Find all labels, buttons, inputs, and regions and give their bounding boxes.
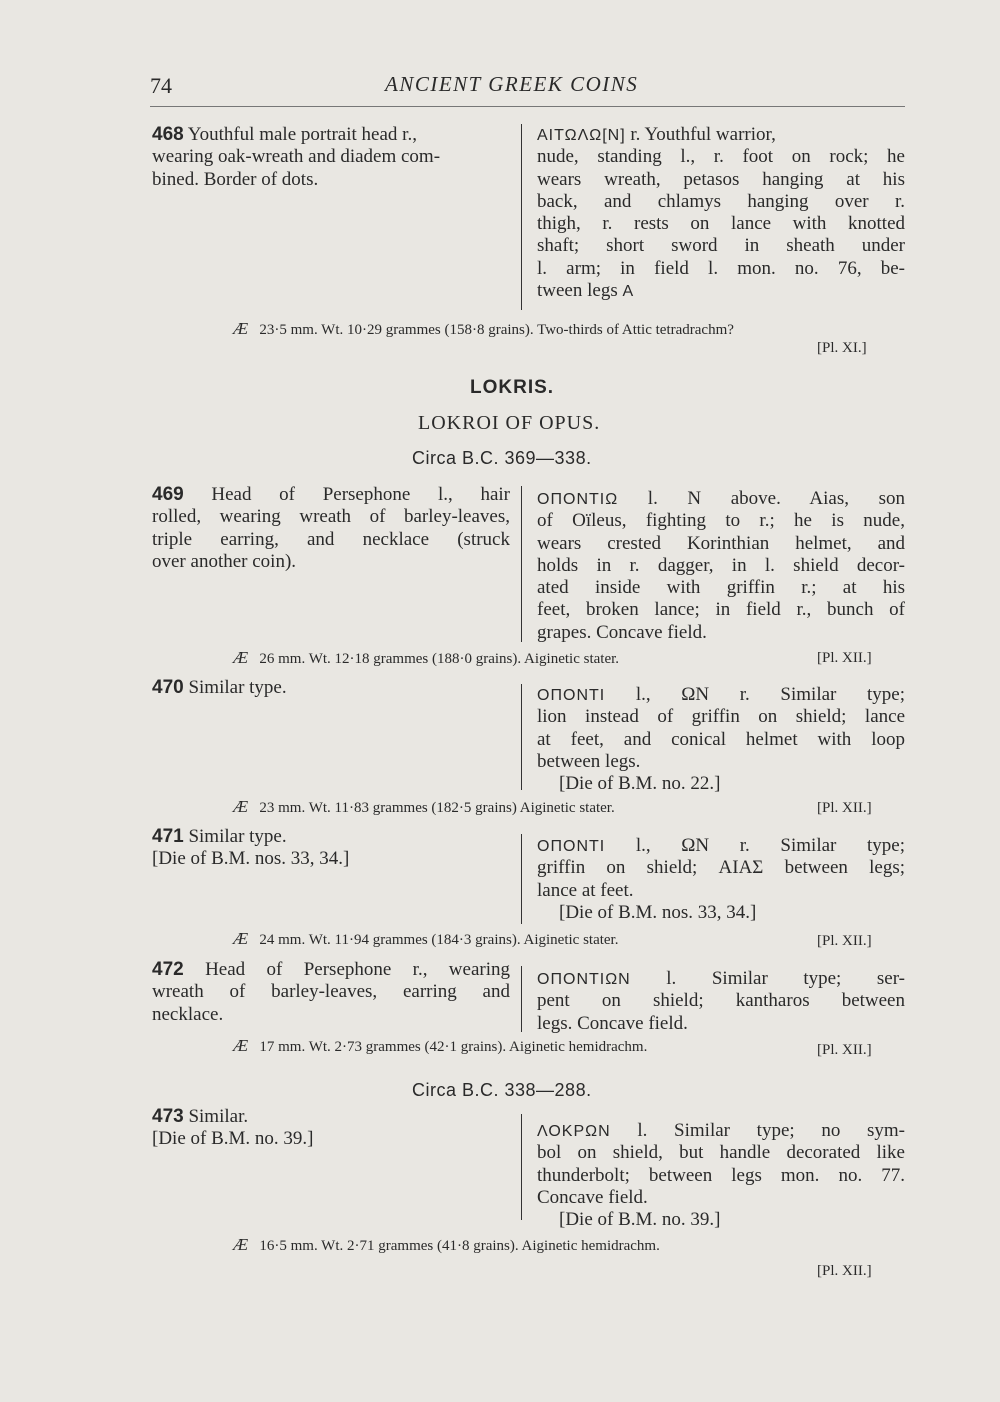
entry-number: 470 — [152, 677, 184, 698]
entry-473-reverse — [537, 1120, 905, 1231]
die-reference: [Die of B.M. no. 39.] — [559, 1209, 721, 1231]
reverse-line: tween legs — [537, 280, 618, 302]
reverse-line: of Oïleus, fighting to r.; he is nude, — [537, 510, 905, 532]
coin-details: 16·5 mm. Wt. 2·71 grammes (41·8 grains). Aiginetic hemidrachm. — [259, 1238, 660, 1254]
reverse-line: Concave field. — [537, 1186, 648, 1208]
obverse-line: Youthful male portrait head r., — [187, 124, 417, 145]
die-reference: [Die of B.M. nos. 33, 34.] — [152, 848, 350, 870]
obverse-line: rolled, wearing wreath of barley-leaves, — [152, 506, 510, 528]
entry-471-obverse — [152, 826, 510, 871]
reverse-line: l., ΩΝ r. Similar type; — [635, 684, 905, 705]
obverse-line: Similar type. — [188, 677, 287, 698]
entry-number: 472 — [152, 959, 184, 980]
coin-details: 23 mm. Wt. 11·83 grammes (182·5 grains) Aiginetic stater. — [259, 800, 615, 816]
entry-number: 473 — [152, 1106, 184, 1127]
entry-number: 471 — [152, 826, 184, 847]
reverse-line: wears wreath, petasos hanging at his — [537, 168, 905, 190]
entry-473-obverse — [152, 1106, 510, 1151]
reverse-line: lion instead of griffin on shield; lance — [537, 706, 905, 728]
die-reference: [Die of B.M. nos. 33, 34.] — [559, 901, 757, 923]
obverse-line: Head of Persephone r., wearing — [205, 959, 510, 980]
die-reference: [Die of B.M. no. 39.] — [152, 1128, 314, 1150]
reverse-legend: ΑΙΤΩΛΩ[Ν] — [537, 127, 626, 144]
obverse-line: wearing oak-wreath and diadem com- — [152, 146, 441, 168]
reverse-line: shaft; short sword in sheath under — [537, 235, 905, 257]
metal-symbol: Æ — [233, 797, 249, 816]
obverse-line: necklace. — [152, 1003, 224, 1025]
reverse-line: back, and chlamys hanging over r. — [537, 190, 905, 212]
reverse-line: at feet, and conical helmet with loop — [537, 728, 905, 750]
header-rule — [150, 106, 905, 107]
plate-reference: [Pl. XII.] — [817, 800, 872, 816]
obverse-line: Similar. — [188, 1106, 249, 1127]
obverse-line: Similar type. — [188, 826, 287, 847]
reverse-line: lance at feet. — [537, 879, 634, 901]
coin-details: 17 mm. Wt. 2·73 grammes (42·1 grains). Aiginetic hemidrachm. — [259, 1039, 648, 1055]
reverse-line: l. Ν above. Aias, son — [647, 488, 905, 509]
reverse-line: l. Similar type; no sym- — [637, 1120, 905, 1141]
column-divider — [521, 1114, 522, 1220]
plate-reference: [Pl. XII.] — [817, 1263, 872, 1279]
entry-469-details — [233, 648, 619, 668]
entry-472-details — [233, 1036, 647, 1056]
plate-reference: [Pl. XI.] — [817, 340, 867, 356]
reverse-line: wears crested Korinthian helmet, and — [537, 532, 905, 554]
reverse-legend: ΟΠΟΝΤΙΩΝ — [537, 971, 631, 988]
reverse-line: bol on shield, but handle decorated like — [537, 1142, 905, 1164]
obverse-line: over another coin). — [152, 550, 297, 572]
coin-details: 23·5 mm. Wt. 10·29 grammes (158·8 grains). Two-thirds of Attic tetradrachm? — [259, 322, 734, 338]
reverse-line: legs. Concave field. — [537, 1012, 688, 1034]
metal-symbol: Æ — [233, 929, 249, 948]
reverse-line: l. arm; in field l. mon. no. 76, be- — [537, 257, 905, 279]
entry-469-reverse — [537, 488, 905, 644]
obverse-line: bined. Border of dots. — [152, 168, 319, 190]
reverse-legend: ΟΠΟΝΤΙ — [537, 687, 606, 704]
obverse-line: Head of Persephone l., hair — [211, 484, 510, 505]
reverse-line: thunderbolt; between legs mon. no. 77. — [537, 1164, 905, 1186]
entry-number: 468 — [152, 124, 184, 145]
section-subtitle: LOKROI OF OPUS. — [418, 412, 601, 434]
reverse-line: thigh, r. rests on lance with knotted — [537, 213, 905, 235]
column-divider — [521, 486, 522, 642]
die-reference: [Die of B.M. no. 22.] — [559, 773, 721, 795]
entry-470-obverse — [152, 677, 510, 699]
column-divider — [521, 834, 522, 924]
coin-details: 26 mm. Wt. 12·18 grammes (188·0 grains). Aiginetic stater. — [259, 651, 620, 667]
reverse-line: griffin on shield; ΑΙΑΣ between legs; — [537, 857, 905, 879]
metal-symbol: Æ — [233, 648, 249, 667]
entry-471-reverse — [537, 835, 905, 924]
entry-468-obverse — [152, 124, 510, 191]
metal-symbol: Æ — [233, 1235, 249, 1254]
reverse-legend: ΟΠΟΝΤΙ — [537, 838, 606, 855]
section-title: LOKRIS. — [470, 377, 555, 398]
plate-reference: [Pl. XII.] — [817, 1042, 872, 1058]
entry-468-details — [233, 319, 734, 339]
coin-details: 24 mm. Wt. 11·94 grammes (184·3 grains). Aiginetic stater. — [259, 932, 619, 948]
reverse-line: pent on shield; kantharos between — [537, 990, 905, 1012]
reverse-legend: ΟΠΟΝΤΙΩ — [537, 491, 619, 508]
page-number: 74 — [150, 73, 172, 98]
entry-473-details — [233, 1235, 660, 1255]
reverse-line: holds in r. dagger, in l. shield decor- — [537, 554, 905, 576]
entry-number: 469 — [152, 484, 184, 505]
entry-470-details — [233, 797, 615, 817]
period-heading: Circa B.C. 369—338. — [412, 448, 592, 468]
reverse-line: l., ΩΝ r. Similar type; — [635, 835, 905, 856]
reverse-line: between legs. — [537, 750, 641, 772]
reverse-line: nude, standing l., r. foot on rock; he — [537, 146, 905, 168]
entry-472-reverse — [537, 968, 905, 1035]
reverse-line: l. Similar type; ser- — [666, 968, 905, 989]
reverse-line: ated inside with griffin r.; at his — [537, 577, 905, 599]
period-heading: Circa B.C. 338—288. — [412, 1080, 592, 1100]
column-divider — [521, 966, 522, 1032]
running-title: ANCIENT GREEK COINS — [385, 72, 639, 96]
reverse-legend: ΛΟΚΡΩΝ — [537, 1123, 611, 1140]
entry-472-obverse — [152, 959, 510, 1026]
entry-468-reverse — [537, 124, 905, 302]
plate-reference: [Pl. XII.] — [817, 933, 872, 949]
entry-469-obverse — [152, 484, 510, 573]
monogram-letter: Α — [622, 283, 635, 301]
column-divider — [521, 124, 522, 310]
obverse-line: wreath of barley-leaves, earring and — [152, 981, 510, 1003]
reverse-line: grapes. Concave field. — [537, 621, 707, 643]
metal-symbol: Æ — [233, 319, 249, 338]
plate-reference: [Pl. XII.] — [817, 650, 872, 666]
entry-470-reverse — [537, 684, 905, 795]
metal-symbol: Æ — [233, 1036, 249, 1055]
reverse-line: feet, broken lance; in field r., bunch of — [537, 599, 905, 621]
reverse-line: r. Youthful warrior, — [630, 124, 776, 145]
entry-471-details — [233, 929, 618, 949]
column-divider — [521, 684, 522, 790]
obverse-line: triple earring, and necklace (struck — [152, 528, 510, 550]
